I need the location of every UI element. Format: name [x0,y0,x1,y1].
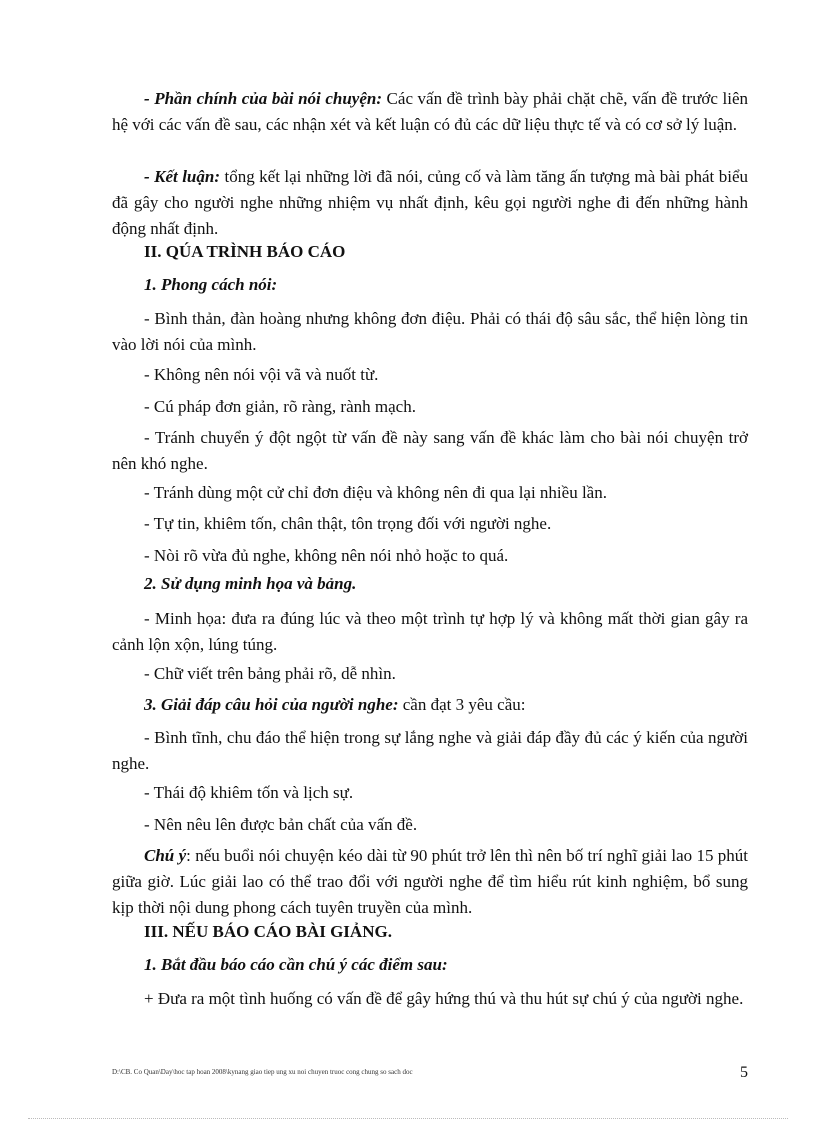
subsection-heading-2: 2. Sử dụng minh họa và bảng. [144,574,357,593]
paragraph-text: tổng kết lại những lời đã nói, củng cố và làm tăng ấn tượng mà bài phát biểu đã gây cho người nghe những nhiệm vụ nhất định, kêu gọi người nghe đi đến những hành động nhất định. [112,167,748,238]
paragraph-lead: - Phần chính của bài nói chuyện: [144,89,382,108]
subsection-lead: 3. Giải đáp câu hỏi của người nghe: [144,695,399,714]
bullet-paragraph: - Cú pháp đơn giản, rõ ràng, rành mạch. [144,397,416,416]
paragraph-main-part [112,86,748,138]
paragraph-conclusion [112,164,748,242]
section-heading-3: III. NẾU BÁO CÁO BÀI GIẢNG. [144,922,392,941]
bullet-paragraph: - Tránh chuyển ý đột ngột từ vấn đề này sang vấn đề khác làm cho bài nói chuyện trở nên khó nghe. [112,428,748,473]
subsection-heading-4: 1. Bắt đầu báo cáo cần chú ý các điểm sau: [144,955,448,974]
note-text: : nếu buổi nói chuyện kéo dài từ 90 phút trở lên thì nên bố trí nghĩ giải lao 15 phút giữa giờ. Lúc giải lao có thể trao đổi với người nghe để tìm hiểu rút kinh nghiệm, bổ sung kịp thời nội dung phong cách tuyên truyền của mình. [112,846,749,917]
bullet-paragraph: - Bình tĩnh, chu đáo thể hiện trong sự lắng nghe và giải đáp đầy đủ các ý kiến của người nghe. [112,728,748,773]
footer-file-path: D:\CB. Co Quan\Day\hoc tap hoan 2008\kynang giao tiep ung xu noi chuyen truoc cong chung so sach doc [112,1068,413,1076]
page-number: 5 [740,1064,748,1081]
note-lead: Chú ý [144,846,187,865]
bullet-paragraph: - Nên nêu lên được bản chất của vấn đề. [144,815,418,834]
note-paragraph [112,843,748,921]
bullet-paragraph: - Không nên nói vội vã và nuốt từ. [144,365,379,384]
section-heading-2: II. QÚA TRÌNH BÁO CÁO [144,242,346,261]
bullet-paragraph: - Chữ viết trên bảng phải rõ, dễ nhìn. [144,664,396,683]
paragraph-text: Các vấn đề trình bày phải chặt chẽ, vấn đề trước liên hệ với các vấn đề sau, các nhận xét và kết luận có đủ các dữ liệu thực tế và có cơ sở lý luận. [112,89,749,134]
page-bottom-divider [28,1118,788,1119]
bullet-paragraph: + Đưa ra một tình huống có vấn đề để gây hứng thú và thu hút sự chú ý của người nghe. [144,989,744,1008]
subsection-heading-3 [112,692,748,718]
bullet-paragraph: - Minh họa: đưa ra đúng lúc và theo một trình tự hợp lý và không mất thời gian gây ra cảnh lộn xộn, lúng túng. [112,609,748,654]
paragraph-lead: - Kết luận: [144,167,220,186]
subsection-heading-1: 1. Phong cách nói: [144,275,278,294]
bullet-paragraph: - Bình thản, đàn hoàng nhưng không đơn điệu. Phải có thái độ sâu sắc, thể hiện lòng tin vào lời nói của mình. [112,309,748,354]
bullet-paragraph: - Tự tin, khiêm tốn, chân thật, tôn trọng đối với người nghe. [144,514,552,533]
bullet-paragraph: - Thái độ khiêm tốn và lịch sự. [144,783,354,802]
bullet-paragraph: - Nòi rõ vừa đủ nghe, không nên nói nhỏ hoặc to quá. [144,546,509,565]
subsection-text: cần đạt 3 yêu cầu: [398,695,526,714]
bullet-paragraph: - Tránh dùng một cử chỉ đơn điệu và không nên đi qua lại nhiều lần. [144,483,607,502]
